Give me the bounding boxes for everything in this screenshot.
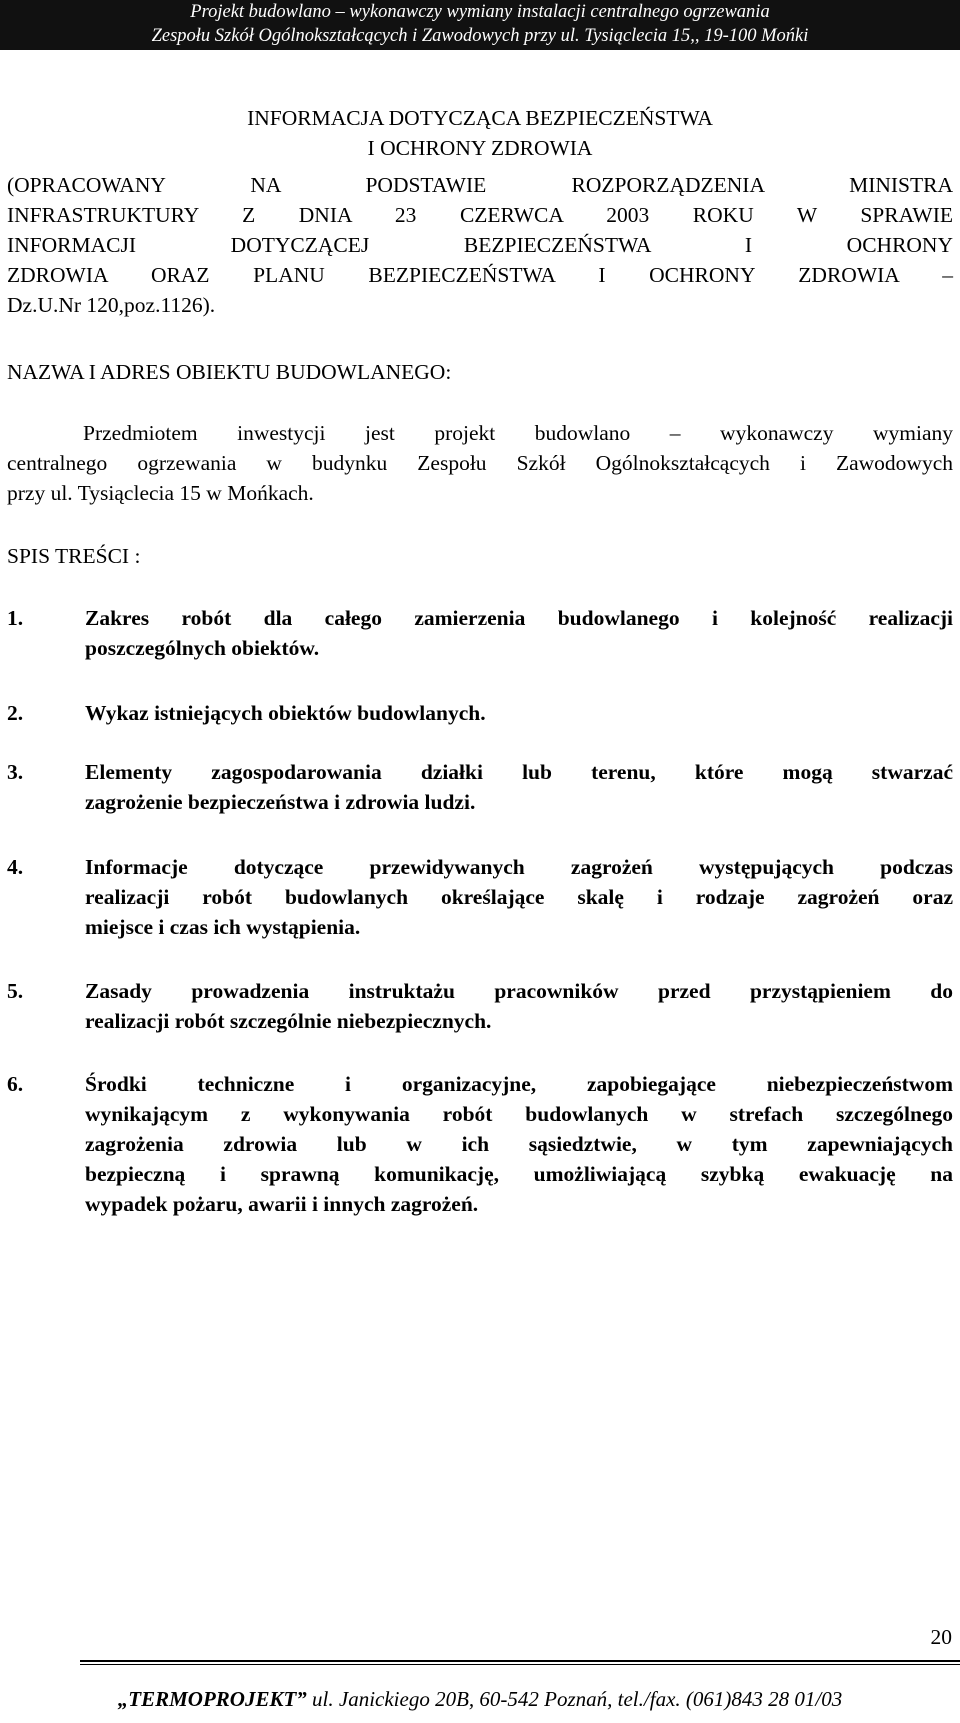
object-description-line: Przedmiotem inwestycji jest projekt budowlano – wykonawczy wymiany [83,421,953,445]
footer-rule [80,1660,960,1662]
legal-basis-line: (OPRACOWANY NA PODSTAWIE ROZPORZĄDZENIA MINISTRA [7,173,953,197]
object-description-line: centralnego ogrzewania w budynku Zespołu Szkół Ogólnokształcących i Zawodowych [7,451,953,475]
toc-item-line: wynikającym z wykonywania robót budowlanych w strefach szczególnego [85,1102,953,1126]
toc-item-line: zagrożenie bezpieczeństwa i zdrowia ludzi. [85,790,476,814]
toc-item-number: 5. [7,979,24,1003]
toc-item-line: miejsce i czas ich wystąpienia. [85,915,361,939]
toc-item-line: Środki techniczne i organizacyjne, zapobiegające niebezpieczeństwom [85,1072,953,1096]
toc-item-line: realizacji robót budowlanych określające skalę i rodzaje zagrożeń oraz [85,885,953,909]
running-header-line-2: Zespołu Szkół Ogólnokształcących i Zawodowych przy ul. Tysiąclecia 15,, 19-100 Mońki [151,26,809,46]
legal-basis-line: ZDROWIA ORAZ PLANU BEZPIECZEŃSTWA I OCHRONY ZDROWIA – [7,263,953,287]
toc-item-line: Zakres robót dla całego zamierzenia budowlanego i kolejność realizacji [85,606,953,630]
legal-basis-line: Dz.U.Nr 120,poz.1126). [7,293,216,317]
toc-item-line: bezpieczną i sprawną komunikację, umożliwiającą szybką ewakuację na [85,1162,953,1186]
footer-company: „TERMOPROJEKT” [117,1687,307,1711]
toc-item-number: 6. [7,1072,24,1096]
object-description [7,418,953,508]
footer-rule-thin [80,1664,960,1665]
toc-item-2 [7,698,953,728]
toc-item-number: 2. [7,701,24,725]
running-header [0,0,960,50]
toc-item-3 [7,757,953,817]
toc-item-number: 1. [7,606,24,630]
object-description-line: przy ul. Tysiąclecia 15 w Mońkach. [7,481,314,505]
object-heading: NAZWA I ADRES OBIEKTU BUDOWLANEGO: [7,360,452,384]
footer-address: ul. Janickiego 20B, 60-542 Poznań, tel./fax. (061)843 28 01/03 [306,1687,843,1711]
toc-item-line: wypadek pożaru, awarii i innych zagrożeń. [85,1192,479,1216]
toc-item-line: Informacje dotyczące przewidywanych zagrożeń występujących podczas [85,855,953,879]
toc-item-line: Elementy zagospodarowania działki lub terenu, które mogą stwarzać [85,760,953,784]
toc-item-number: 4. [7,855,24,879]
legal-basis-line: INFRASTRUKTURY Z DNIA 23 CZERWCA 2003 ROKU W SPRAWIE [7,203,953,227]
toc-heading: SPIS TREŚCI : [7,544,141,568]
legal-basis-line: INFORMACJI DOTYCZĄCEJ BEZPIECZEŃSTWA I OCHRONY [7,233,953,257]
toc-item-5 [7,976,953,1036]
toc-item-line: zagrożenia zdrowia lub w ich sąsiedztwie, w tym zapewniających [85,1132,953,1156]
toc-item-6 [7,1069,953,1219]
toc-item-line: realizacji robót szczególnie niebezpiecznych. [85,1009,492,1033]
document-title-line-2: I OCHRONY ZDROWIA [367,136,593,160]
document-title-line-1: INFORMACJA DOTYCZĄCA BEZPIECZEŃSTWA [247,106,713,130]
toc-item-line: poszczególnych obiektów. [85,636,320,660]
document-title [7,103,953,163]
toc-item-line: Zasady prowadzenia instruktażu pracowników przed przystąpieniem do [85,979,953,1003]
page-footer [0,1684,960,1714]
toc-item-4 [7,852,953,942]
page-number: 20 [930,1625,952,1649]
running-header-line-1: Projekt budowlano – wykonawczy wymiany instalacji centralnego ogrzewania [190,2,770,22]
legal-basis [7,170,953,320]
toc-item-1 [7,603,953,663]
toc-item-line: Wykaz istniejących obiektów budowlanych. [85,701,486,725]
toc-item-number: 3. [7,760,24,784]
